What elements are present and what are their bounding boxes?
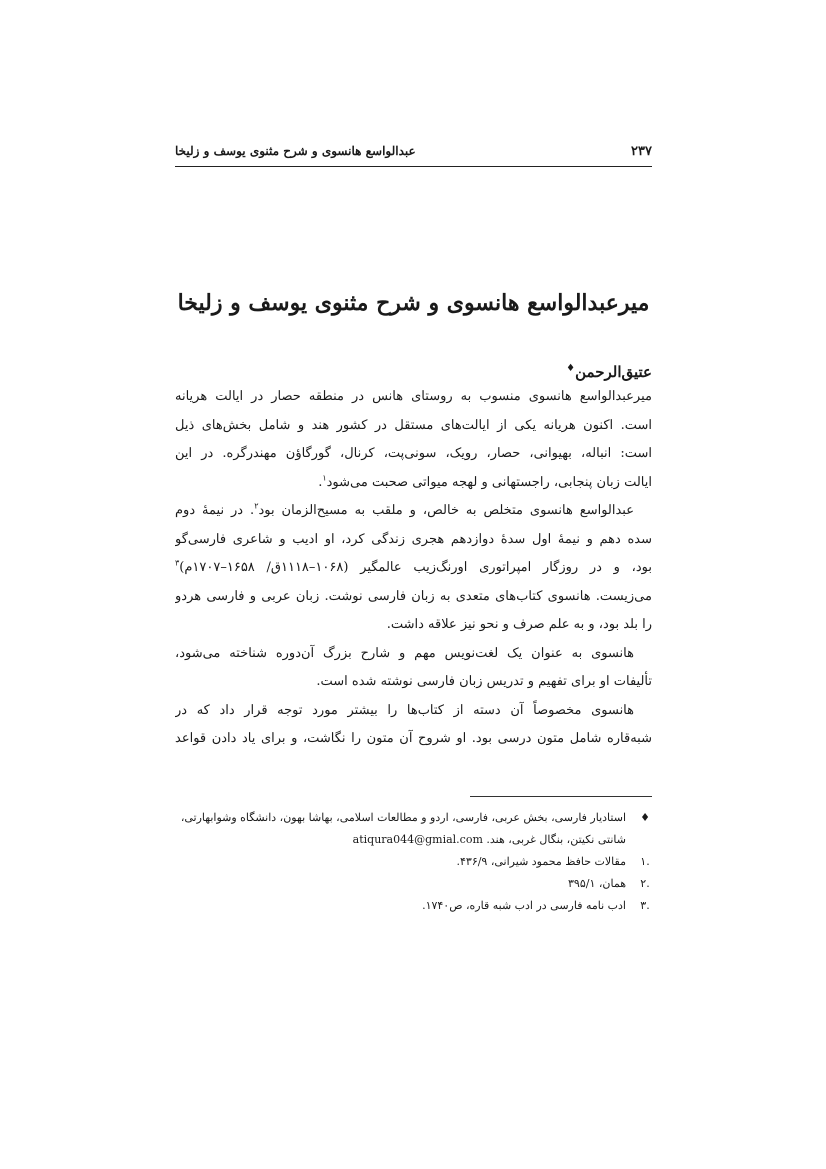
footnote-separator <box>470 796 652 797</box>
running-header <box>175 140 652 167</box>
body-line <box>175 469 652 498</box>
footnote-item <box>175 873 652 895</box>
body-line: میرعبدالواسع هانسوی منسوب به روستای هانس در منطقه حصار در ایالت هریانه <box>175 389 652 404</box>
footnote-text: مقالات حافظ محمود شیرانی، ۴۳۶/۹. <box>456 855 626 868</box>
footnote-ref: ۳ <box>175 558 180 568</box>
body-line-end: . <box>318 474 323 490</box>
footnote-ref: ۲ <box>254 501 259 511</box>
body-line-text: ایالت زبان پنجابی، راجستهانی و لهجه میواتی صحبت می‌شود <box>326 474 652 490</box>
article-body <box>175 383 652 754</box>
author-line <box>566 363 652 381</box>
footnote-affiliation: شانتی نکیتن، بنگال غربی، هند. <box>486 833 626 846</box>
page-number: ۲۳۷ <box>631 144 652 159</box>
footnote-text: همان، ۳۹۵/۱ <box>568 877 626 890</box>
footnote-marker: .۱ <box>640 855 650 868</box>
body-line-text: عبدالواسع هانسوی متخلص به خالص، و ملقب به مسیح‌الزمان بود <box>258 503 634 518</box>
footnotes <box>175 807 652 917</box>
footnote-item <box>175 895 652 917</box>
footnote-text: ادب نامه فارسی در ادب شبه قاره، ص۱۷۴۰. <box>422 899 626 912</box>
author-footnote-marker: ♦ <box>566 363 576 374</box>
footnote-marker: .۳ <box>640 899 650 912</box>
article-title: میرعبدالواسع هانسوی و شرح مثنوی یوسف و زلیخا <box>177 290 650 316</box>
body-line: است. اکنون هریانه یکی از ایالت‌های مستقل در کشور هند و شامل بخش‌های ذیل <box>175 417 652 433</box>
footnote-marker: ♦ <box>640 811 650 824</box>
footnote-marker: .۲ <box>640 877 650 890</box>
running-title: عبدالواسع هانسوی و شرح مثنوی یوسف و زلیخا <box>175 144 416 158</box>
footnote-text: استادیار فارسی، بخش عربی، فارسی، اردو و مطالعات اسلامی، بهاشا بهون، دانشگاه وشوابهارتی، <box>180 811 626 824</box>
footnote-item <box>175 807 652 829</box>
body-line: می‌زیست. هانسوی کتاب‌های متعدی به زبان فارسی نوشت. زبان عربی و فارسی هردو <box>175 588 652 604</box>
body-line: هانسوی به عنوان یک لغت‌نویس مهم و شارح بزرگ آن‌دوره شناخته می‌شود، <box>175 645 634 661</box>
body-line <box>175 554 652 583</box>
body-line <box>175 497 652 526</box>
body-line: شبه‌قاره شامل متون درسی بود. او شروح آن متون را نگاشت، و برای یاد دادن قواعد <box>175 731 652 746</box>
body-line: را بلد بود، و به علم صرف و نحو نیز علاقه داشت. <box>386 617 652 632</box>
body-line: است: انباله، بهیوانی، حصار، رویک، سونی‌پت، کرنال، گورگاؤن مهندرگره. در این <box>175 446 652 461</box>
body-line: تألیفات او برای تفهیم و تدریس زبان فارسی نوشته شده است. <box>316 674 652 689</box>
body-line: هانسوی مخصوصاً آن دسته از کتاب‌ها را بیشتر مورد توجه قرار داد که در <box>175 702 634 718</box>
footnote-text <box>353 829 626 851</box>
author-email: atiqura044@gmial.com <box>352 833 483 846</box>
body-line-text: بود، و در روزگار امپراتوری اورنگ‌زیب عالمگیر (۱۰۶۸–۱۱۱۸ق/ ۱۶۵۸–۱۷۰۷م) <box>179 560 652 575</box>
footnote-item <box>175 851 652 873</box>
author-name: عتیق‌الرحمن <box>575 363 652 381</box>
body-line: سده دهم و نیمهٔ اول سدهٔ دوازدهم هجری زندگی کرد، او ادیب و شاعری فارسی‌گو <box>175 531 652 547</box>
footnote-item-continued <box>175 829 652 851</box>
body-line-end: . در نیمهٔ دوم <box>175 503 255 518</box>
footnote-ref: ۱ <box>322 473 327 483</box>
